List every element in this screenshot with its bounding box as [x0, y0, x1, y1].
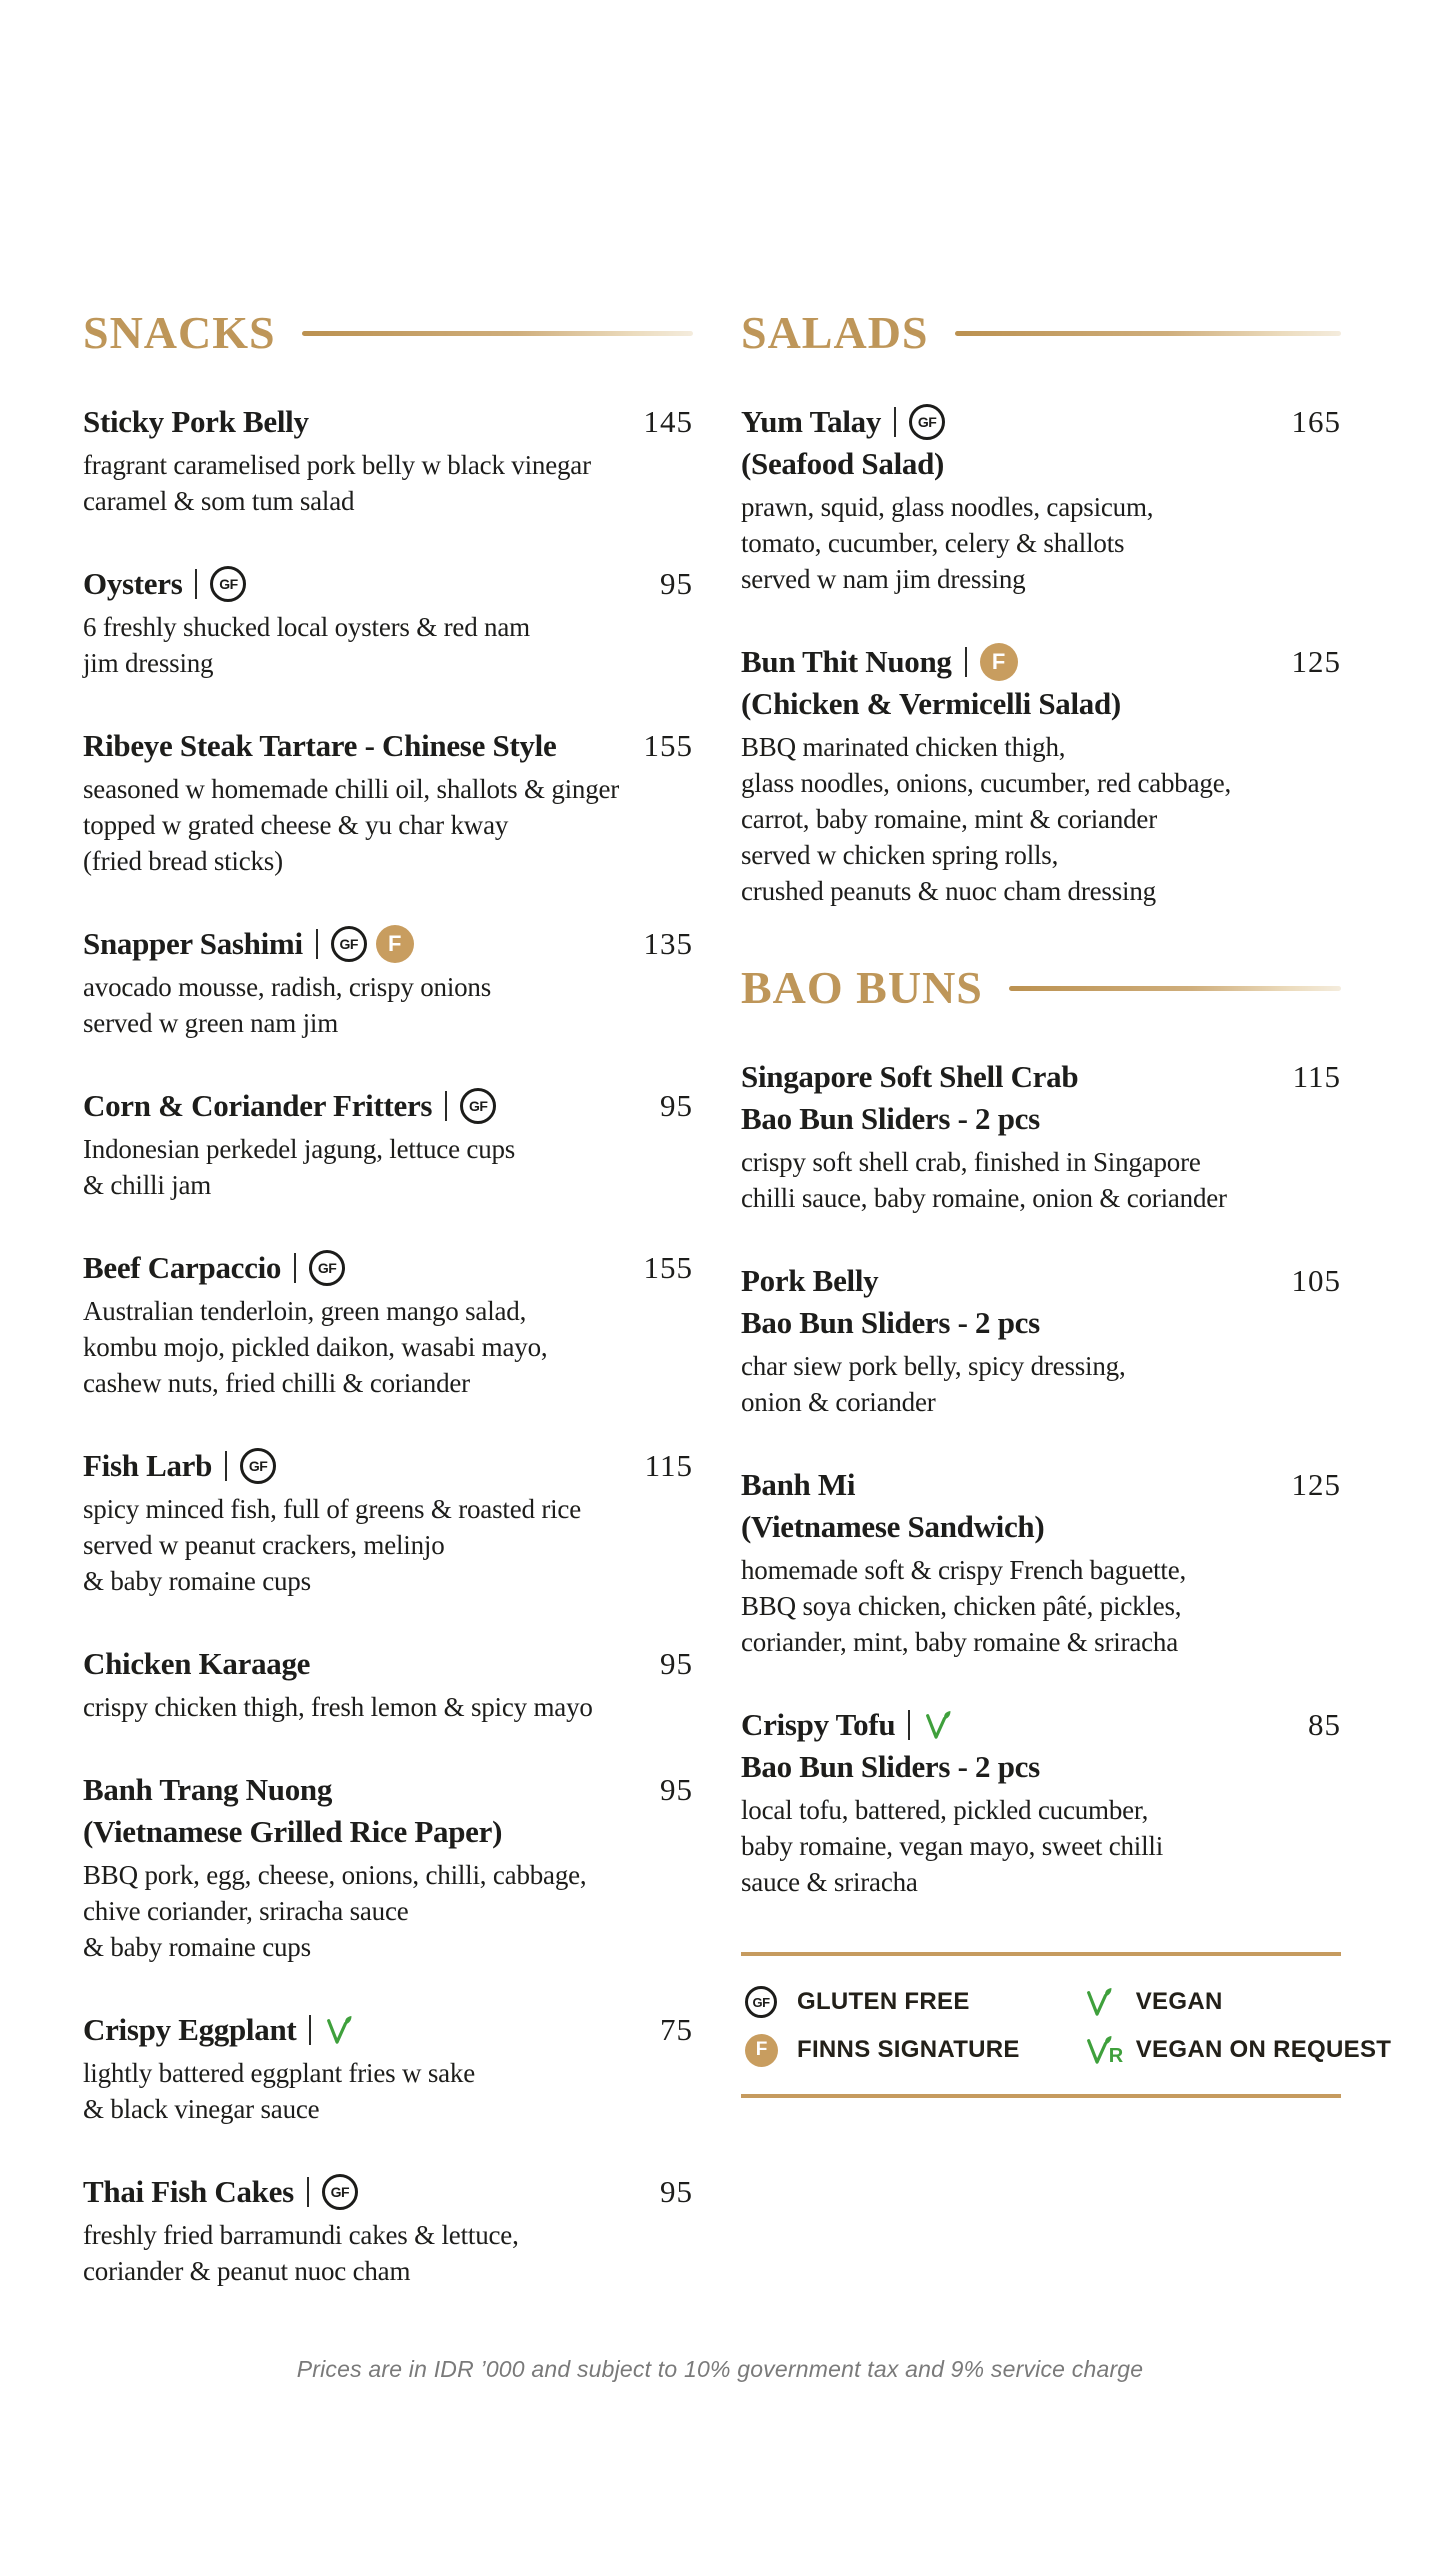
- gf-icon: GF: [309, 1250, 345, 1286]
- item-description: [83, 1491, 693, 1599]
- item-description-line: sauce & sriracha: [741, 1867, 918, 1897]
- menu-item-row: [83, 1445, 693, 1487]
- gf-icon: GF: [210, 566, 246, 602]
- menu-item-titles: [741, 641, 1121, 725]
- item-description: [741, 729, 1341, 909]
- legend-icon-cell: [745, 1986, 797, 2018]
- item-description: [83, 1857, 693, 1965]
- item-description-line: onion & coriander: [741, 1387, 936, 1417]
- menu-item-title-line: [83, 563, 255, 605]
- legend-group: [1084, 1982, 1392, 2070]
- item-name: Singapore Soft Shell Crab: [741, 1059, 1079, 1094]
- item-subtitle: Bao Bun Sliders - 2 pcs: [741, 1749, 1040, 1784]
- item-description-line: coriander & peanut nuoc cham: [83, 2256, 411, 2286]
- column-left: [83, 307, 693, 2289]
- item-description-line: caramel & som tum salad: [83, 486, 355, 516]
- pipe-separator: [294, 1253, 296, 1283]
- item-description-line: tomato, cucumber, celery & shallots: [741, 528, 1125, 558]
- item-description-line: homemade soft & crispy French baguette,: [741, 1555, 1187, 1585]
- legend-item: [1084, 1982, 1392, 2022]
- finns-signature-icon: F: [376, 925, 414, 963]
- item-description-line: avocado mousse, radish, crispy onions: [83, 972, 492, 1002]
- menu-item-title-line: [83, 2171, 367, 2213]
- item-price: 125: [1291, 644, 1341, 679]
- menu-item-titles: [83, 1769, 502, 1853]
- item-description: [741, 1792, 1341, 1900]
- pipe-separator: [445, 1091, 447, 1121]
- menu-item-row: [83, 401, 693, 443]
- item-description-line: kombu mojo, pickled daikon, wasabi mayo,: [83, 1332, 548, 1362]
- item-description: [83, 771, 693, 879]
- menu-item-titles: [83, 725, 556, 767]
- menu-item-row: [741, 641, 1341, 725]
- item-price: 105: [1291, 1263, 1341, 1298]
- item-name: Banh Trang Nuong: [83, 1772, 333, 1807]
- menu-item: [741, 1056, 1341, 1216]
- item-description-line: seasoned w homemade chilli oil, shallots & ginger: [83, 774, 620, 804]
- item-description-line: served w peanut crackers, melinjo: [83, 1530, 445, 1560]
- item-description: [741, 1348, 1341, 1420]
- section-divider: [955, 331, 1341, 336]
- item-description-line: local tofu, battered, pickled cucumber,: [741, 1795, 1149, 1825]
- item-description: [83, 1131, 693, 1203]
- menu-item-title-line: [741, 1464, 1044, 1506]
- section-header: [741, 962, 1341, 1013]
- section-divider: [302, 331, 693, 336]
- item-name: Crispy Eggplant: [83, 2012, 297, 2047]
- item-description-line: spicy minced fish, full of greens & roasted rice: [83, 1494, 581, 1524]
- item-price: 95: [660, 1772, 693, 1807]
- item-description-line: served w green nam jim: [83, 1008, 339, 1038]
- item-description-line: chive coriander, sriracha sauce: [83, 1896, 409, 1926]
- item-subtitle: (Vietnamese Grilled Rice Paper): [83, 1814, 503, 1849]
- item-description-line: BBQ pork, egg, cheese, onions, chilli, cabbage,: [83, 1860, 587, 1890]
- menu-item-titles: [741, 1464, 1044, 1548]
- menu-item-titles: [83, 1247, 354, 1289]
- item-description-line: (fried bread sticks): [83, 846, 283, 876]
- menu-item-titles: [741, 401, 954, 485]
- item-price: 155: [643, 728, 693, 763]
- item-description: [83, 1293, 693, 1401]
- menu-item-title-line: [741, 401, 954, 443]
- item-name: Thai Fish Cakes: [83, 2174, 294, 2209]
- item-price: 145: [643, 404, 693, 439]
- pipe-separator: [965, 647, 967, 677]
- item-description-line: glass noodles, onions, cucumber, red cabbage,: [741, 768, 1232, 798]
- item-description-line: Indonesian perkedel jagung, lettuce cups: [83, 1134, 516, 1164]
- menu-item-title-line: [83, 1247, 354, 1289]
- menu-item-row: [83, 725, 693, 767]
- item-description-line: & baby romaine cups: [83, 1566, 311, 1596]
- item-description-line: 6 freshly shucked local oysters & red nam: [83, 612, 530, 642]
- item-subtitle: (Chicken & Vermicelli Salad): [741, 686, 1121, 721]
- vegan-on-request-r-glyph: R: [1108, 2045, 1124, 2067]
- section-header: [741, 307, 1341, 358]
- item-description-line: coriander, mint, baby romaine & sriracha: [741, 1627, 1178, 1657]
- menu-item: [741, 1704, 1341, 1900]
- item-subtitle: (Vietnamese Sandwich): [741, 1509, 1045, 1544]
- item-description: [83, 447, 693, 519]
- gf-icon: GF: [322, 2174, 358, 2210]
- item-description-line: served w nam jim dressing: [741, 564, 1026, 594]
- item-name: Sticky Pork Belly: [83, 404, 309, 439]
- pipe-separator: [316, 929, 318, 959]
- item-description-line: baby romaine, vegan mayo, sweet chilli: [741, 1831, 1164, 1861]
- menu-item-row: [83, 2171, 693, 2213]
- item-price: 165: [1291, 404, 1341, 439]
- menu-item: [741, 401, 1341, 597]
- item-price: 135: [643, 926, 693, 961]
- item-price: 95: [660, 1088, 693, 1123]
- finns-signature-icon: F: [745, 2034, 778, 2067]
- section-title: SNACKS: [83, 307, 276, 358]
- gf-icon: GF: [909, 404, 945, 440]
- menu-item-titles: [83, 1445, 285, 1487]
- menu-item-row: [83, 1085, 693, 1127]
- menu-item-title-line: [741, 641, 1121, 683]
- item-description-line: topped w grated cheese & yu char kway: [83, 810, 509, 840]
- menu-item-title-line: [83, 1643, 310, 1685]
- item-description-line: char siew pork belly, spicy dressing,: [741, 1351, 1126, 1381]
- item-description-line: crushed peanuts & nuoc cham dressing: [741, 876, 1156, 906]
- item-description: [83, 969, 693, 1041]
- column-right: [741, 307, 1392, 2289]
- gf-icon: GF: [745, 1986, 777, 2018]
- menu-item: [741, 1260, 1341, 1420]
- legend-item: [1084, 2030, 1392, 2070]
- menu-item: [83, 1769, 693, 1965]
- item-description-line: freshly fried barramundi cakes & lettuce,: [83, 2220, 519, 2250]
- item-name: Crispy Tofu: [741, 1707, 896, 1742]
- section-bao-buns: [741, 962, 1341, 1900]
- item-description-line: prawn, squid, glass noodles, capsicum,: [741, 492, 1154, 522]
- gf-icon: GF: [460, 1088, 496, 1124]
- item-subtitle: Bao Bun Sliders - 2 pcs: [741, 1305, 1040, 1340]
- item-description: [741, 1552, 1341, 1660]
- legend-icon-cell: [1084, 1986, 1136, 2018]
- item-name: Fish Larb: [83, 1448, 213, 1483]
- legend-item: [745, 2030, 1020, 2070]
- menu-item: [83, 1085, 693, 1203]
- menu-item-row: [83, 2009, 693, 2051]
- gf-icon: GF: [240, 1448, 276, 1484]
- menu-item-row: [83, 1247, 693, 1289]
- legend: [741, 1952, 1392, 2098]
- item-description-line: crispy soft shell crab, finished in Singapore: [741, 1147, 1201, 1177]
- menu-item-row: [741, 401, 1341, 485]
- item-price: 95: [660, 2174, 693, 2209]
- menu-item-titles: [83, 1085, 505, 1127]
- item-description-line: fragrant caramelised pork belly w black vinegar: [83, 450, 591, 480]
- item-name: Corn & Coriander Fritters: [83, 1088, 433, 1123]
- item-name: Ribeye Steak Tartare - Chinese Style: [83, 728, 557, 763]
- legend-label: GLUTEN FREE: [797, 1988, 970, 2015]
- pipe-separator: [307, 2177, 309, 2207]
- section-title: SALADS: [741, 307, 929, 358]
- legend-label: VEGAN ON REQUEST: [1135, 2036, 1392, 2063]
- section-divider: [1009, 986, 1341, 991]
- pipe-separator: [309, 2015, 311, 2045]
- item-description: [83, 609, 693, 681]
- item-description-line: & chilli jam: [83, 1170, 212, 1200]
- item-description-line: & baby romaine cups: [83, 1932, 311, 1962]
- menu-item-row: [741, 1704, 1341, 1788]
- menu-item-titles: [83, 923, 423, 965]
- vegan-icon: [324, 2014, 352, 2046]
- pipe-separator: [225, 1451, 227, 1481]
- item-description-line: chilli sauce, baby romaine, onion & coriander: [741, 1183, 1227, 1213]
- item-price: 155: [643, 1250, 693, 1285]
- item-description-line: & black vinegar sauce: [83, 2094, 320, 2124]
- item-description-line: BBQ marinated chicken thigh,: [741, 732, 1066, 762]
- menu-item-titles: [83, 401, 309, 443]
- menu-item: [83, 2009, 693, 2127]
- section-snacks: [83, 307, 693, 2289]
- item-subtitle: (Seafood Salad): [741, 446, 945, 481]
- item-name: Pork Belly: [741, 1263, 879, 1298]
- pipe-separator: [195, 569, 197, 599]
- menu-item: [741, 641, 1341, 909]
- menu-item-title-line: [83, 725, 556, 767]
- item-name: Banh Mi: [741, 1467, 856, 1502]
- item-description-line: Australian tenderloin, green mango salad,: [83, 1296, 527, 1326]
- legend-icon-cell: [1084, 2034, 1136, 2066]
- finns-signature-icon: F: [980, 643, 1018, 681]
- pipe-separator: [894, 407, 896, 437]
- item-description-line: BBQ soya chicken, chicken pâté, pickles,: [741, 1591, 1182, 1621]
- vegan-icon: [1084, 1986, 1112, 2018]
- menu-item-title-line: [741, 1704, 1040, 1746]
- menu-item-titles: [83, 2009, 361, 2051]
- legend-item: [745, 1982, 1020, 2022]
- menu-item-titles: [741, 1704, 1040, 1788]
- menu-item: [83, 1247, 693, 1401]
- item-description-line: lightly battered eggplant fries w sake: [83, 2058, 476, 2088]
- menu-item: [83, 923, 693, 1041]
- item-description: [741, 1144, 1341, 1216]
- item-name: Bun Thit Nuong: [741, 644, 952, 679]
- menu-item: [83, 725, 693, 879]
- item-price: 125: [1291, 1467, 1341, 1502]
- item-description: [83, 2055, 693, 2127]
- legend-group: [745, 1982, 1020, 2070]
- section-salads: [741, 307, 1341, 909]
- legend-label: FINNS SIGNATURE: [797, 2036, 1020, 2063]
- menu-item-title-line: [83, 923, 423, 965]
- menu-item-titles: [83, 563, 255, 605]
- menu-item: [83, 1445, 693, 1599]
- item-name: Chicken Karaage: [83, 1646, 311, 1681]
- item-price: 95: [660, 1646, 693, 1681]
- menu-item-title-line: [741, 1056, 1078, 1098]
- footer-note: Prices are in IDR ’000 and subject to 10% government tax and 9% service charge: [296, 2356, 1144, 2382]
- legend-label: VEGAN: [1135, 1988, 1223, 2015]
- menu-item-row: [83, 923, 693, 965]
- menu-item-title-line: [741, 1260, 1040, 1302]
- item-description: [741, 489, 1341, 597]
- menu-item-row: [741, 1464, 1341, 1548]
- item-subtitle: Bao Bun Sliders - 2 pcs: [741, 1101, 1040, 1136]
- menu-item-titles: [741, 1056, 1078, 1140]
- item-price: 115: [644, 1448, 693, 1483]
- item-description: [83, 1689, 693, 1725]
- menu-item-title-line: [83, 1769, 502, 1811]
- item-description-line: jim dressing: [83, 648, 214, 678]
- vegan-on-request-icon: [1084, 2034, 1123, 2066]
- menu-item: [83, 401, 693, 519]
- menu-item: [83, 1643, 693, 1725]
- menu-item-title-line: [83, 1445, 285, 1487]
- item-price: 75: [660, 2012, 693, 2047]
- legend-icon-cell: [745, 2034, 797, 2067]
- menu-item-row: [741, 1056, 1341, 1140]
- item-description: [83, 2217, 693, 2289]
- menu-item-row: [83, 1643, 693, 1685]
- menu-columns: [83, 307, 1392, 2289]
- item-name: Beef Carpaccio: [83, 1250, 282, 1285]
- menu-item: [741, 1464, 1341, 1660]
- section-title: BAO BUNS: [741, 962, 983, 1013]
- item-description-line: served w chicken spring rolls,: [741, 840, 1059, 870]
- item-price: 95: [660, 566, 693, 601]
- menu-item-title-line: [83, 401, 309, 443]
- menu-item-titles: [83, 2171, 367, 2213]
- menu-item-titles: [83, 1643, 310, 1685]
- menu-item-row: [83, 1769, 693, 1853]
- item-description-line: cashew nuts, fried chilli & coriander: [83, 1368, 470, 1398]
- gf-icon: GF: [331, 926, 367, 962]
- item-description-line: carrot, baby romaine, mint & coriander: [741, 804, 1157, 834]
- item-price: 85: [1308, 1707, 1341, 1742]
- menu-item: [83, 2171, 693, 2289]
- section-header: [83, 307, 693, 358]
- menu-item-title-line: [83, 1085, 505, 1127]
- menu-item: [83, 563, 693, 681]
- item-name: Oysters: [83, 566, 183, 601]
- pipe-separator: [908, 1710, 910, 1740]
- item-name: Yum Talay: [741, 404, 882, 439]
- item-description-line: crispy chicken thigh, fresh lemon & spicy mayo: [83, 1692, 593, 1722]
- vegan-icon: [923, 1709, 951, 1741]
- menu-item-titles: [741, 1260, 1040, 1344]
- menu-item-row: [741, 1260, 1341, 1344]
- menu-item-row: [83, 563, 693, 605]
- item-price: 115: [1292, 1059, 1341, 1094]
- item-name: Snapper Sashimi: [83, 926, 303, 961]
- menu-item-title-line: [83, 2009, 361, 2051]
